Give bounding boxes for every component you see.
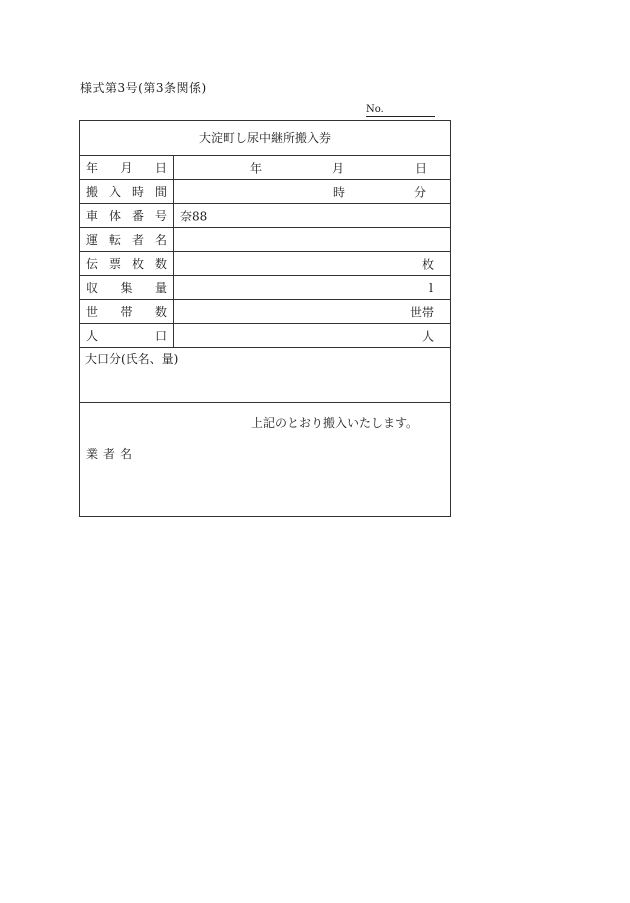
driver-name-value[interactable] [174, 228, 450, 251]
household-unit: 世帯 [409, 305, 434, 319]
ticket-number-label: No. [366, 104, 384, 115]
delivery-ticket [79, 120, 451, 517]
row-delivery-time [80, 180, 450, 204]
label-char: 世 [86, 305, 99, 319]
collection-amount-value[interactable] [174, 276, 450, 299]
person-unit: 人 [421, 329, 434, 343]
large-customer-label: 大口分(氏名、量) [85, 352, 179, 366]
label-char: 収 [86, 281, 99, 295]
label-char: 号 [154, 209, 167, 223]
household-count-value[interactable] [174, 300, 450, 323]
row-label [80, 204, 174, 227]
vehicle-number-text: 奈88 [180, 209, 208, 223]
vendor-name-label: 業者名 [86, 447, 138, 461]
form-number: 様式第3号(第3条関係) [80, 81, 207, 95]
row-slip-count [80, 252, 450, 276]
label-char: 名 [154, 233, 167, 247]
label-char: 人 [86, 329, 99, 343]
label-char: 量 [154, 281, 167, 295]
row-label [80, 300, 174, 323]
day-unit: 日 [415, 161, 428, 175]
minute-unit: 分 [414, 185, 427, 199]
row-label [80, 228, 174, 251]
year-unit: 年 [250, 161, 263, 175]
row-population [80, 324, 450, 348]
label-char: 日 [154, 161, 167, 175]
label-char: 入 [108, 185, 121, 199]
label-char: 枚 [131, 257, 144, 271]
row-date [80, 156, 450, 180]
row-label [80, 276, 174, 299]
delivery-time-value[interactable] [174, 180, 450, 203]
label-char: 間 [154, 185, 167, 199]
declaration-section [80, 403, 450, 516]
population-value[interactable] [174, 324, 450, 347]
label-char: 年 [86, 161, 99, 175]
liter-unit: l [429, 280, 433, 295]
large-customer-field[interactable] [80, 348, 450, 403]
label-char: 体 [108, 209, 121, 223]
hour-unit: 時 [333, 185, 346, 199]
label-char: 口 [154, 329, 167, 343]
label-char: 数 [154, 305, 167, 319]
label-char: 帯 [120, 305, 133, 319]
row-label [80, 180, 174, 203]
sheets-unit: 枚 [421, 257, 434, 271]
slip-count-value[interactable] [174, 252, 450, 275]
label-char: 数 [154, 257, 167, 271]
label-char: 伝 [86, 257, 99, 271]
label-char: 者 [131, 233, 144, 247]
month-unit: 月 [332, 161, 345, 175]
label-char: 転 [108, 233, 121, 247]
label-char: 票 [108, 257, 121, 271]
row-collection-amount [80, 276, 450, 300]
row-driver-name [80, 228, 450, 252]
vehicle-number-value[interactable] [174, 204, 450, 227]
date-value[interactable] [174, 156, 450, 179]
declaration-statement: 上記のとおり搬入いたします。 [251, 416, 419, 430]
row-household-count [80, 300, 450, 324]
label-char: 番 [131, 209, 144, 223]
label-char: 時 [131, 185, 144, 199]
row-label [80, 156, 174, 179]
label-char: 車 [86, 209, 99, 223]
row-label [80, 324, 174, 347]
row-label [80, 252, 174, 275]
label-char: 搬 [86, 185, 99, 199]
label-char: 月 [120, 161, 133, 175]
ticket-number-field[interactable] [366, 103, 435, 117]
label-char: 集 [120, 281, 133, 295]
label-char: 運 [86, 233, 99, 247]
ticket-title: 大淀町し尿中継所搬入券 [80, 121, 450, 156]
row-vehicle-number [80, 204, 450, 228]
